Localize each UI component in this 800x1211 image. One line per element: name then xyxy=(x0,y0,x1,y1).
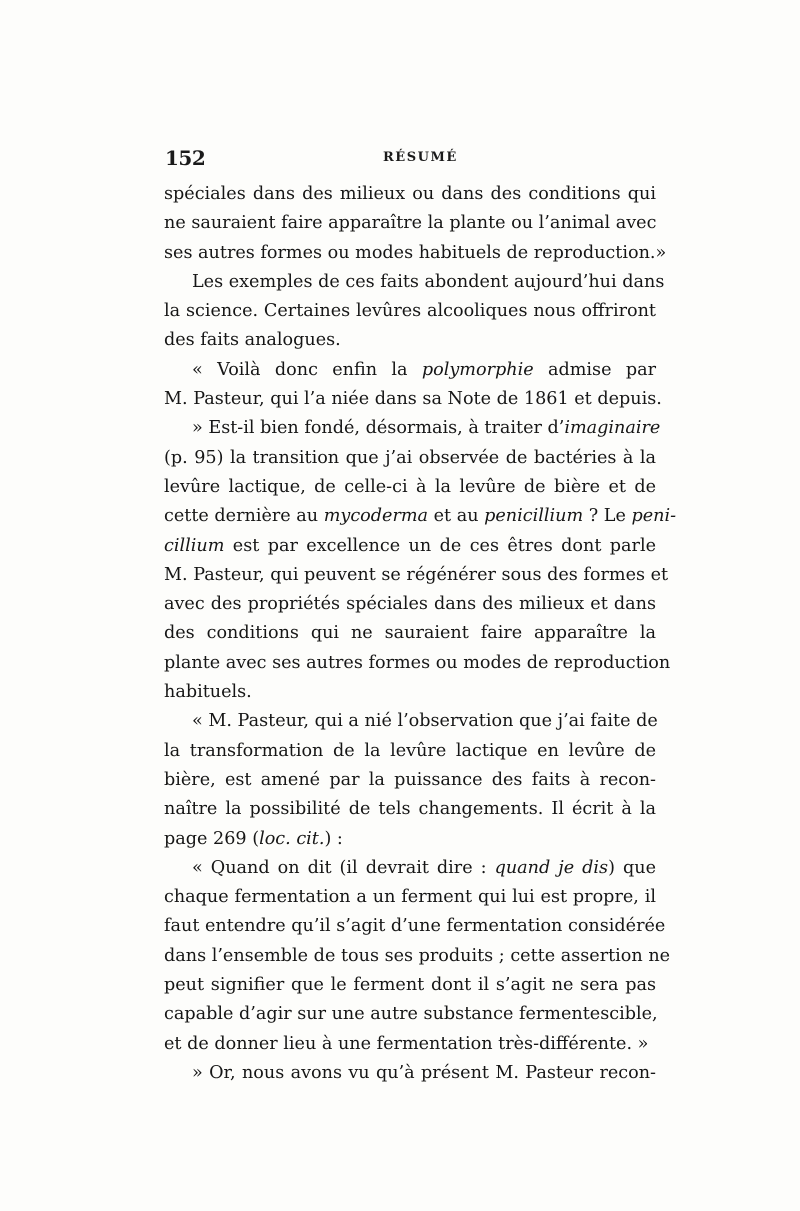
text-line xyxy=(164,1059,656,1088)
text-line xyxy=(164,209,656,238)
text-segment: page 269 ( xyxy=(164,828,260,849)
text-segment: M. Pasteur, qui peuvent se régénérer sous des formes et xyxy=(164,564,669,585)
text-segment: M. Pasteur, qui l’a niée dans sa Note de 1861 et depuis. xyxy=(164,389,662,410)
text-line xyxy=(164,356,656,385)
text-segment: ne sauraient faire apparaître la plante ou l’animal avec xyxy=(164,213,657,234)
body-text xyxy=(164,180,677,1088)
text-line xyxy=(164,268,665,297)
text-segment: capable d’agir sur une autre substance fermentescible, xyxy=(164,1004,658,1025)
text-segment: levûre lactique, de celle-ci à la levûre de bière et de xyxy=(164,476,656,497)
italic-text: polymorphie xyxy=(421,359,534,380)
text-segment: spéciales dans des milieux ou dans des conditions qui xyxy=(164,184,656,204)
text-line xyxy=(164,297,656,326)
text-line xyxy=(164,561,669,590)
text-line xyxy=(164,502,677,531)
text-segment: ses autres formes ou modes habituels de reproduction.» xyxy=(164,242,667,263)
text-segment: habituels. xyxy=(164,682,252,703)
text-line xyxy=(164,180,656,209)
text-line xyxy=(164,590,656,619)
text-line xyxy=(164,385,662,414)
italic-text: mycoderma xyxy=(323,506,429,527)
text-segment: » Est-il bien fondé, désormais, à traiter d’ xyxy=(192,418,565,439)
text-line xyxy=(164,825,656,854)
text-segment: est par excellence un de ces êtres dont parle xyxy=(224,535,656,556)
text-segment: admise par xyxy=(533,359,656,380)
text-line xyxy=(164,942,671,971)
text-line xyxy=(164,473,656,502)
text-segment: cette dernière au xyxy=(164,506,324,527)
text-line xyxy=(164,619,656,648)
text-segment: avec des propriétés spéciales dans des milieux et dans xyxy=(164,594,656,615)
text-segment: (p. 95) la transition que j’ai observée de bactéries à la xyxy=(164,447,656,468)
text-line xyxy=(164,532,656,561)
text-segment: » Or, nous avons vu qu’à présent M. Pasteur recon- xyxy=(192,1062,656,1083)
text-segment: des faits analogues. xyxy=(164,330,341,351)
italic-text: penicillium xyxy=(484,506,584,527)
text-segment: et de donner lieu à une fermentation très-différente. » xyxy=(164,1033,649,1054)
text-segment: dans l’ensemble de tous ses produits ; cette assertion ne xyxy=(164,945,671,966)
text-segment: des conditions qui ne sauraient faire apparaître la xyxy=(164,623,656,644)
italic-text: loc. cit. xyxy=(259,828,325,849)
italic-text: peni- xyxy=(631,506,677,527)
text-segment: naître la possibilité de tels changements. Il écrit à la xyxy=(164,799,656,820)
italic-text: imaginaire xyxy=(564,418,661,439)
text-line xyxy=(164,737,656,766)
text-line xyxy=(164,649,671,678)
text-line xyxy=(164,444,656,473)
text-line xyxy=(164,766,656,795)
text-line xyxy=(164,1000,656,1029)
text-segment: bière, est amené par la puissance des faits à recon- xyxy=(164,769,656,790)
running-head: RÉSUMÉ xyxy=(383,150,458,165)
text-segment: faut entendre qu’il s’agit d’une fermentation considérée xyxy=(164,916,666,937)
italic-text: cillium xyxy=(164,535,225,556)
text-segment: plante avec ses autres formes ou modes de reproduction xyxy=(164,652,671,673)
text-line xyxy=(164,971,656,1000)
text-line xyxy=(164,795,656,824)
text-segment: « Quand on dit (il devrait dire : xyxy=(192,857,495,878)
text-line xyxy=(164,707,656,736)
text-line xyxy=(164,414,661,443)
text-segment: chaque fermentation a un ferment qui lui est propre, il xyxy=(164,887,656,908)
text-segment: et au xyxy=(428,506,485,527)
text-line xyxy=(164,854,656,883)
text-line xyxy=(164,326,656,355)
text-line xyxy=(164,1030,656,1059)
italic-text: quand je dis xyxy=(494,857,609,878)
text-segment: « Voilà donc enfin la xyxy=(192,359,422,380)
text-line xyxy=(164,239,667,268)
page-header xyxy=(165,146,655,170)
text-segment: ) que xyxy=(608,857,656,878)
text-segment: ? Le xyxy=(583,506,632,527)
text-line xyxy=(164,912,666,941)
text-segment: la science. Certaines levûres alcooliques nous offriront xyxy=(164,301,656,322)
text-segment: peut signifier que le ferment dont il s’agit ne sera pas xyxy=(164,975,656,996)
page-number: 152 xyxy=(165,146,206,170)
text-line xyxy=(164,883,656,912)
text-segment: Les exemples de ces faits abondent aujourd’hui dans xyxy=(192,271,665,292)
text-segment: ) : xyxy=(324,828,343,849)
text-segment: « M. Pasteur, qui a nié l’observation que j’ai faite de xyxy=(192,711,658,732)
text-segment: la transformation de la levûre lactique en levûre de xyxy=(164,740,656,761)
text-line xyxy=(164,678,656,707)
